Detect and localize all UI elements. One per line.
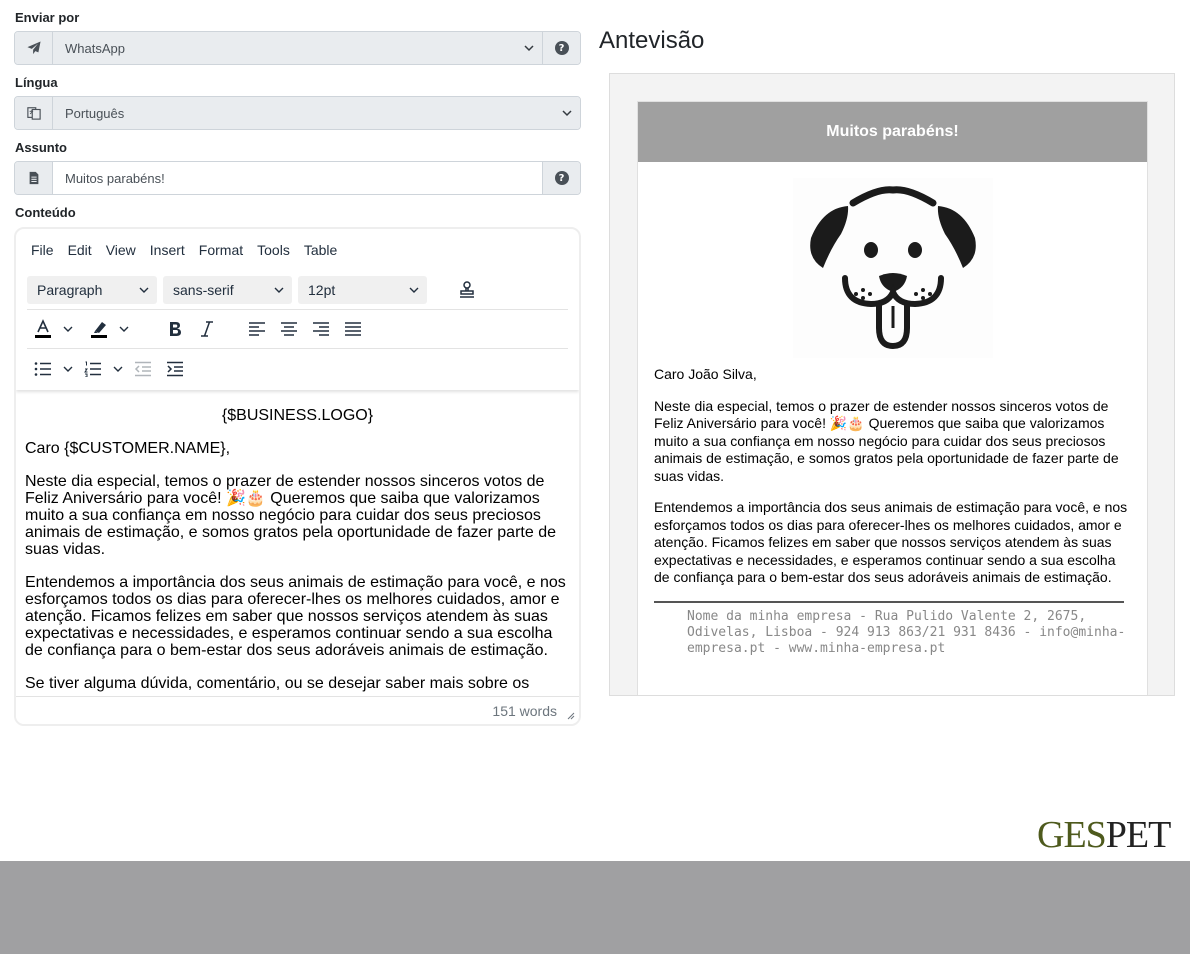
send-via-value: WhatsApp (65, 40, 125, 56)
language-group (14, 96, 581, 130)
toolbar-row-format (27, 271, 568, 310)
align-center-icon (280, 321, 298, 337)
align-right-icon (312, 321, 330, 337)
footer-bar (0, 861, 1190, 954)
editor-paragraph-2: Entendemos a importância dos seus animais de estimação para você, e nos esforçamos todos os dias para oferecer-lhes os melhores cuidados, amor e atenção. Ficamos felizes em saber que nossos serviços atendem às suas expectativas e necessidades, e esperamos continuar sendo a sua escolha de confiança para o bem-estar dos seus adoráveis animais de estimação. (25, 574, 566, 659)
justify-button[interactable] (337, 314, 369, 344)
editor-greeting: Caro {$CUSTOMER.NAME}, (25, 440, 231, 457)
align-left-button[interactable] (241, 314, 273, 344)
help-icon: ? (555, 171, 569, 185)
align-center-button[interactable] (273, 314, 305, 344)
numbered-list-button[interactable] (77, 354, 109, 384)
bold-button[interactable] (159, 314, 191, 344)
chevron-down-icon (63, 366, 73, 372)
chevron-down-icon (63, 326, 73, 332)
italic-icon (200, 320, 214, 338)
toolbar-row-lists (27, 349, 568, 388)
menu-table[interactable]: Table (303, 242, 338, 258)
language-value: Português (65, 105, 125, 121)
preview-paragraph-2: Entendemos a importância dos seus animais de estimação para você, e nos esforçamos todos os dias para oferecer-lhes os melhores cuidados, amor e atenção. Ficamos felizes em saber que nossos serviços atendem às suas expectativas e necessidades, e esperamos continuar sendo a sua escolha de confiança para o bem-estar dos seus adoráveis animais de estimação. (654, 499, 1128, 585)
chevron-down-icon (409, 287, 419, 293)
brand-part-2: PET (1105, 814, 1171, 856)
send-via-group (14, 31, 581, 65)
outdent-button[interactable] (127, 354, 159, 384)
email-preview-card (637, 101, 1148, 696)
menu-view[interactable]: View (105, 242, 136, 258)
editor-menubar (16, 229, 579, 271)
text-color-button[interactable] (27, 314, 59, 344)
dog-logo-icon (793, 178, 993, 358)
preview-greeting: Caro João Silva, (654, 366, 757, 382)
highlight-icon (89, 319, 109, 339)
font-family-value: sans-serif (173, 282, 234, 298)
highlight-chevron[interactable] (115, 314, 133, 344)
chevron-down-icon (524, 45, 534, 52)
language-label: Língua (15, 75, 58, 90)
resize-handle-icon[interactable] (565, 710, 575, 720)
editor-paragraph-1: Neste dia especial, temos o prazer de estender nossos sinceros votos de Feliz Aniversário para você! 🎉🎂 Queremos que saiba que valorizamos muito a sua confiança em nosso negócio para cuidar dos seus preciosos animais de estimação, e somos gratos pela oportunidade de fazer parte de suas vidas. (25, 473, 556, 558)
brand-part-1: GES (1037, 814, 1106, 856)
logo-placeholder: {$BUSINESS.LOGO} (221, 407, 374, 424)
menu-format[interactable]: Format (198, 242, 244, 258)
justify-icon (344, 321, 362, 337)
send-via-help-button[interactable] (542, 32, 580, 64)
help-icon: ? (555, 41, 569, 55)
bullet-list-icon (34, 361, 52, 377)
gespet-logo (1037, 813, 1170, 857)
italic-button[interactable] (191, 314, 223, 344)
chevron-down-icon (113, 366, 123, 372)
indent-icon (166, 361, 184, 377)
content-label: Conteúdo (15, 205, 76, 220)
editor-toolbar (16, 229, 579, 390)
editor-paragraph-3: Se tiver alguma dúvida, comentário, ou se desejar saber mais sobre os (25, 675, 530, 692)
send-via-select[interactable] (53, 32, 542, 64)
font-size-dropdown[interactable] (298, 276, 427, 304)
word-count: 151 words (492, 702, 557, 719)
email-header: Muitos parabéns! (638, 102, 1147, 162)
language-icon (15, 97, 53, 129)
email-body (638, 178, 1147, 657)
email-footer: Nome da minha empresa - Rua Pulido Valente 2, 2675, Odivelas, Lisboa - 924 913 863/21 931 8436 - info@minha-empresa.pt - www.minha-empresa.pt (687, 608, 1126, 656)
align-right-button[interactable] (305, 314, 337, 344)
bullet-list-chevron[interactable] (59, 354, 77, 384)
preview-title: Antevisão (599, 27, 705, 54)
chevron-down-icon (274, 287, 284, 293)
rich-text-editor (14, 227, 581, 726)
chevron-down-icon (119, 326, 129, 332)
outdent-icon (134, 361, 152, 377)
highlight-button[interactable] (83, 314, 115, 344)
preview-paragraph-1: Neste dia especial, temos o prazer de estender nossos sinceros votos de Feliz Aniversário para você! 🎉🎂 Queremos que saiba que valorizamos muito a sua confiança em nosso negócio para cuidar dos seus preciosos animais de estimação, e somos gratos pela oportunidade de fazer parte de suas vidas. (654, 397, 1119, 484)
document-icon (15, 162, 53, 194)
stamp-icon (457, 280, 477, 300)
align-left-icon (248, 321, 266, 337)
menu-edit[interactable]: Edit (67, 242, 92, 258)
subject-input[interactable]: Muitos parabéns! (65, 170, 165, 186)
paper-plane-icon (15, 32, 53, 64)
bold-icon (167, 320, 183, 338)
block-format-value: Paragraph (37, 282, 103, 298)
menu-insert[interactable]: Insert (149, 242, 185, 258)
text-color-chevron[interactable] (59, 314, 77, 344)
stamp-button[interactable] (451, 275, 483, 305)
message-form (14, 0, 581, 726)
editor-statusbar (16, 696, 579, 724)
chevron-down-icon (562, 110, 572, 117)
font-size-value: 12pt (308, 282, 336, 298)
send-via-label: Enviar por (15, 10, 80, 25)
subject-group (14, 161, 581, 195)
toolbar-row-style (27, 310, 568, 349)
chevron-down-icon (139, 287, 149, 293)
text-color-icon (33, 319, 53, 339)
preview-panel (609, 73, 1175, 696)
numbered-list-icon (84, 361, 102, 377)
font-family-dropdown[interactable] (163, 276, 292, 304)
indent-button[interactable] (159, 354, 191, 384)
menu-file[interactable]: File (31, 242, 54, 258)
subject-help-button[interactable] (542, 162, 580, 194)
menu-tools[interactable]: Tools (257, 242, 290, 258)
language-select[interactable] (53, 97, 580, 129)
subject-label: Assunto (15, 140, 67, 155)
editor-content-area[interactable] (16, 395, 579, 697)
block-format-dropdown[interactable] (27, 276, 157, 304)
bullet-list-button[interactable] (27, 354, 59, 384)
numbered-list-chevron[interactable] (109, 354, 127, 384)
